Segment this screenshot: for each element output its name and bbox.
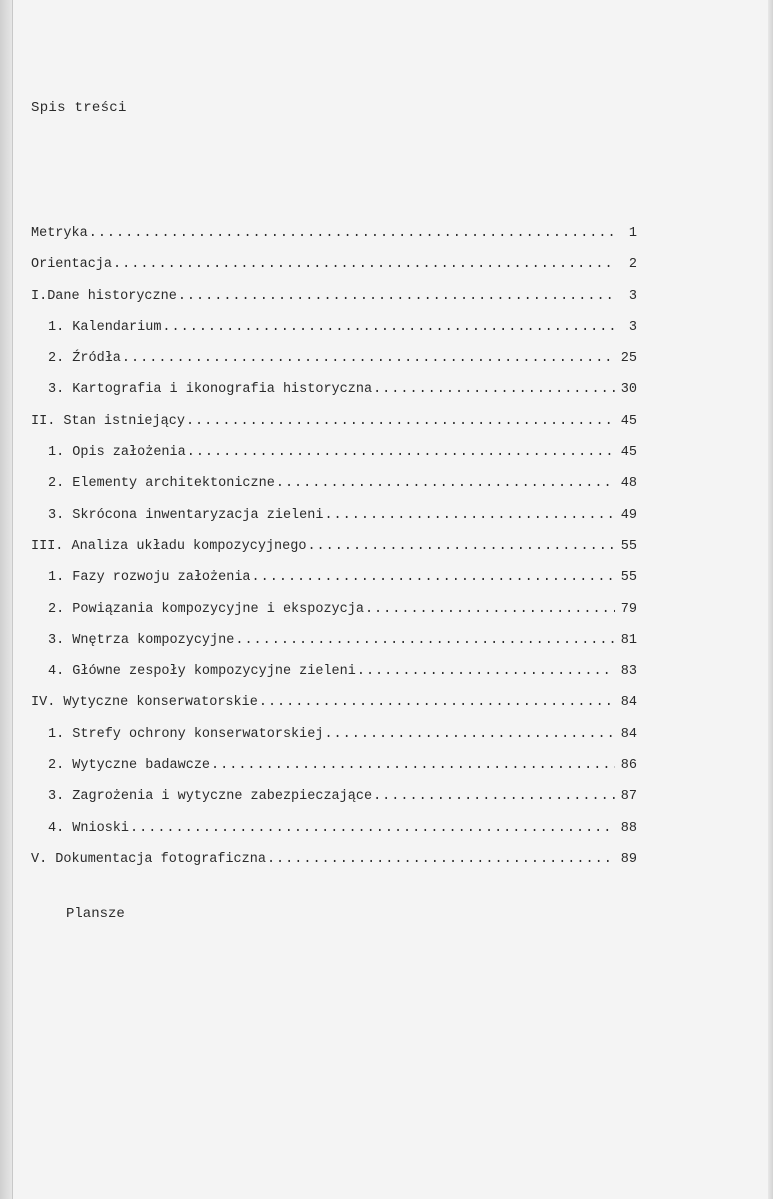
toc-entry-page-number: 81 [620,632,637,648]
toc-entry [31,789,637,820]
toc-entry [31,852,637,883]
toc-dot-leader [324,508,615,523]
toc-entry [31,821,637,852]
toc-entry-title: 3. Zagrożenia i wytyczne zabezpieczające [48,789,373,805]
toc-dot-leader [324,727,615,742]
toc-entry-page-number: 83 [620,664,637,680]
toc-dot-leader [113,257,615,272]
toc-dot-leader [122,351,615,366]
toc-dot-leader [373,789,615,804]
toc-entry-page-number: 84 [620,726,637,742]
toc-entry [31,445,637,476]
toc-entry-page-number: 3 [628,288,637,304]
toc-entry-page-number: 49 [620,507,637,523]
toc-entry [31,351,637,382]
toc-dot-leader [130,821,615,836]
toc-entry-page-number: 89 [620,851,637,867]
toc-entry-page-number: 1 [628,226,637,241]
toc-entry-page-number: 88 [620,820,637,836]
toc-entry [31,382,637,413]
scan-right-edge [768,0,773,1199]
toc-entry [31,414,637,445]
toc-entry-page-number: 84 [620,695,637,711]
toc-entry [31,539,637,570]
toc-entry-title: 1. Strefy ochrony konserwatorskiej [48,726,324,742]
toc-dot-leader [211,758,615,773]
toc-entry [31,289,637,320]
toc-entry-title: 2. Powiązania kompozycyjne i ekspozycja [48,601,364,617]
toc-entry-page-number: 25 [620,351,637,367]
toc-entry [31,570,637,601]
toc-entry-page-number: 86 [620,758,637,774]
toc-entry-title: 1. Kalendarium [48,319,162,335]
toc-entry [31,257,637,288]
toc-entry-title: 4. Wnioski [48,820,130,836]
toc-entry [31,320,637,351]
toc-entry-title: 3. Wnętrza kompozycyjne [48,632,235,648]
toc-entry-title: 3. Skrócona inwentaryzacja zieleni [48,507,324,523]
toc-entry-title: 2. Źródła [48,351,121,367]
toc-entry [31,602,637,633]
toc-entry-page-number: 3 [628,319,637,335]
toc-dot-leader [178,289,615,304]
toc-entry [31,476,637,507]
toc-entry-title: I.Dane historyczne [31,288,177,304]
toc-entry-page-number: 45 [620,413,637,429]
toc-entry-page-number: 79 [620,601,637,617]
toc-dot-leader [357,664,615,679]
plates-label: Plansze [66,906,125,922]
toc-entry-page-number: 45 [620,445,637,461]
toc-entry [31,633,637,664]
toc-dot-leader [307,539,615,554]
toc-entry-page-number: 55 [620,538,637,554]
toc-entry-title: Metryka [31,226,88,241]
toc-entry-title: V. Dokumentacja fotograficzna [31,851,266,867]
scan-left-edge [0,0,12,1199]
toc-entry-title: 2. Wytyczne badawcze [48,758,211,774]
toc-dot-leader [373,382,615,397]
toc-entry-title: 1. Opis założenia [48,445,186,461]
toc-entry [31,695,637,726]
toc-entry-page-number: 55 [620,570,637,586]
toc-dot-leader [235,633,615,648]
toc-entry-title: II. Stan istniejący [31,413,185,429]
toc-dot-leader [259,695,615,710]
page-title: Spis treści [31,100,127,116]
toc-dot-leader [187,445,615,460]
toc-entry [31,727,637,758]
toc-entry-title: III. Analiza układu kompozycyjnego [31,538,307,554]
toc-entry-title: 3. Kartografia i ikonografia historyczna [48,382,373,398]
toc-entry-title: 4. Główne zespoły kompozycyjne zieleni [48,664,356,680]
toc-entry-title: Orientacja [31,257,113,273]
toc-entry-page-number: 2 [628,257,637,273]
toc-dot-leader [365,602,615,617]
toc-dot-leader [186,414,615,429]
document-page [12,0,773,1199]
toc-entry-page-number: 48 [620,476,637,492]
table-of-contents [31,226,637,883]
toc-dot-leader [89,226,615,241]
toc-dot-leader [267,852,615,867]
toc-entry-page-number: 30 [620,382,637,398]
toc-entry [31,508,637,539]
toc-dot-leader [276,476,615,491]
toc-dot-leader [162,320,615,335]
toc-entry-title: IV. Wytyczne konserwatorskie [31,695,258,711]
toc-entry [31,226,637,257]
toc-entry [31,758,637,789]
toc-entry-page-number: 87 [620,789,637,805]
toc-entry-title: 2. Elementy architektoniczne [48,476,275,492]
toc-entry-title: 1. Fazy rozwoju założenia [48,570,251,586]
toc-entry [31,664,637,695]
toc-dot-leader [252,570,615,585]
